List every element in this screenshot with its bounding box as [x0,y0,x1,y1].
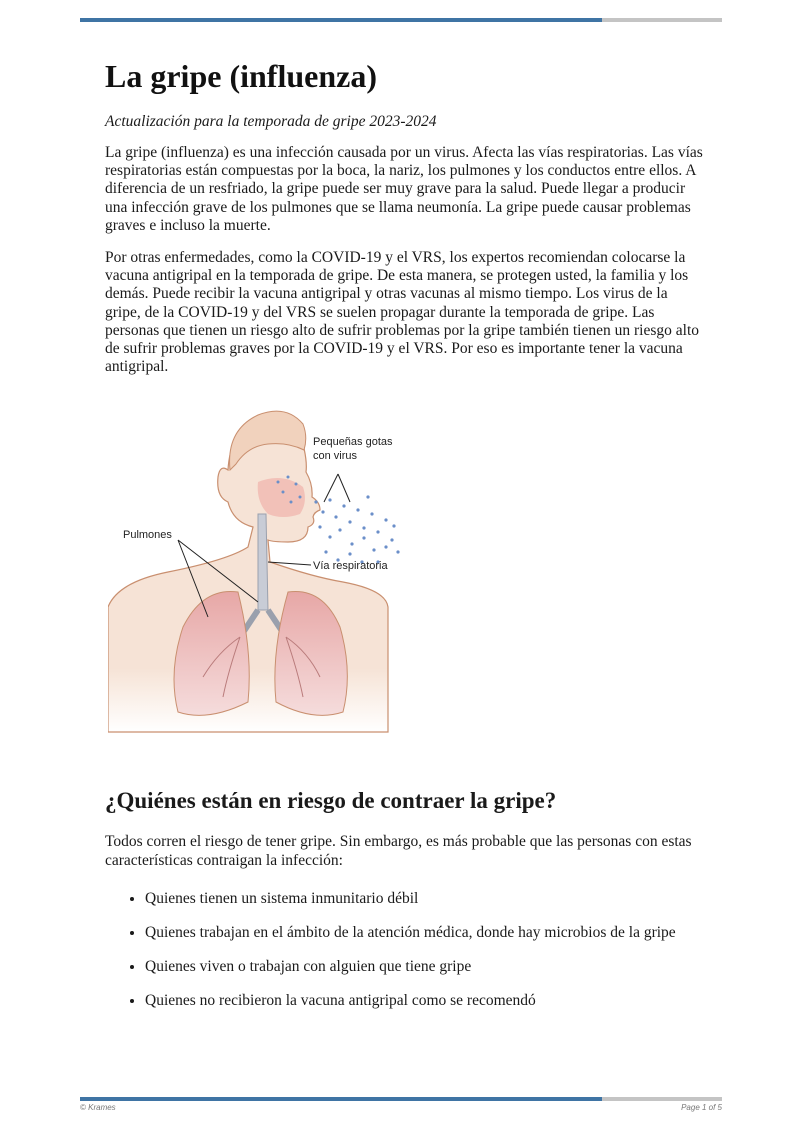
list-item: • Quienes no recibieron la vacuna antigripal como se recomendó [145,992,705,1010]
label-droplets-line2: con virus [313,450,358,463]
label-airway: Vía respiratoria [313,560,388,573]
label-droplets-line1: Pequeñas gotas [313,436,393,449]
header-rule-accent [80,18,602,22]
airway [258,514,268,610]
respiratory-illustration [108,402,408,747]
header-rule [80,18,722,22]
list-item: • Quienes trabajan en el ámbito de la atención médica, donde hay microbios de la gripe [145,924,705,942]
footer-rule-track [602,1097,722,1101]
risk-list [105,890,705,1011]
section-intro: Todos corren el riesgo de tener gripe. Sin embargo, es más probable que las personas con estas características contraigan la infección: [105,833,692,869]
label-lungs: Pulmones [123,529,172,542]
footer-rule [80,1097,722,1101]
section-heading: ¿Quiénes están en riesgo de contraer la gripe? [105,788,557,814]
footer-rule-accent [80,1097,602,1101]
footer-page-number: Page 1 of 5 [681,1103,722,1112]
list-item: • Quienes viven o trabajan con alguien que tiene gripe [145,958,705,976]
page-content [105,56,705,1027]
intro-paragraph: La gripe (influenza) es una infección causada por un virus. Afecta las vías respiratorias. Las vías respiratorias están compuestas por la boca, la nariz, los pulmones y los conductos entre ellos. A diferencia de un resfriado, la gripe puede ser muy grave para la salud. Puede llegar a producir una infección grave de los pulmones que se llama neumonía. La gripe puede causar problemas graves e incluso la muerte. [105,144,703,234]
page-title: La gripe (influenza) [105,58,377,94]
page-subtitle: Actualización para la temporada de gripe 2023-2024 [105,113,437,130]
header-rule-track [602,18,722,22]
list-item: • Quienes tienen un sistema inmunitario débil [145,890,705,908]
footer-copyright: © Krames [80,1103,116,1112]
respiratory-illustration-svg [108,402,408,747]
vaccine-paragraph: Por otras enfermedades, como la COVID-19 y el VRS, los expertos recomiendan colocarse la vacuna antigripal en la temporada de gripe. De esta manera, se protegen usted, la familia y los demás. Puede recibir la vacuna antigripal y otras vacunas al mismo tiempo. Los virus de la gripe, de la COVID-19 y del VRS se suelen propagar durante la temporada de gripe. Las personas que tienen un riesgo alto de sufrir problemas por la gripe también tienen un riesgo alto de sufrir problemas graves por la COVID-19 y el VRS. Por eso es importante tener la vacuna antigripal. [105,249,699,376]
